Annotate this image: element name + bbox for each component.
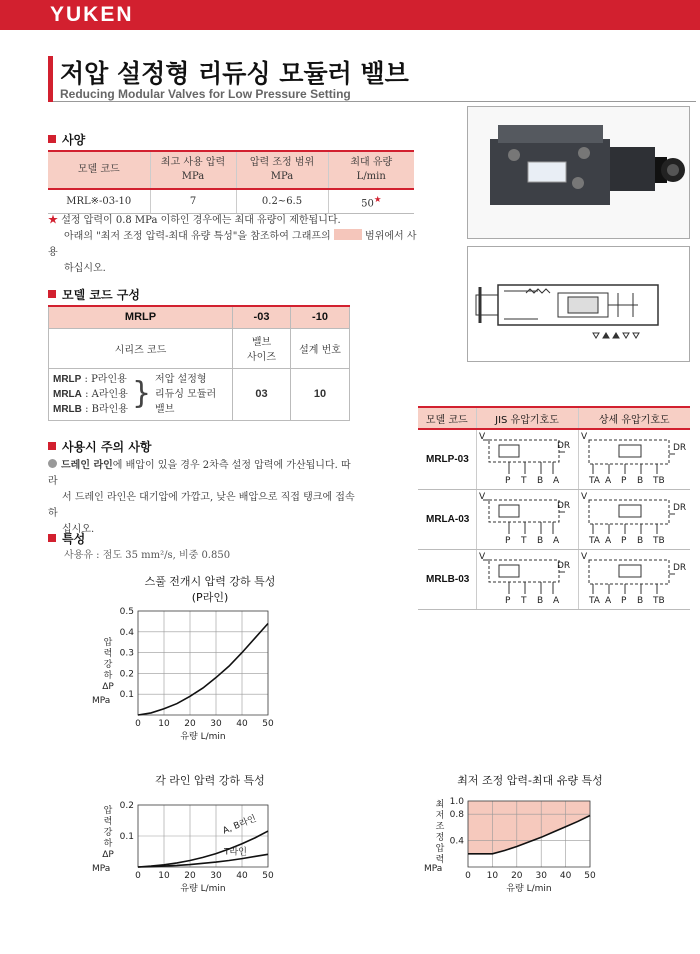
- spec-header-pressure: 최고 사용 압력 MPa: [150, 151, 236, 189]
- oil-spec: 사용유 : 점도 35 mm²/s, 비중 0.850: [64, 550, 231, 561]
- spec-model: MRL※-03-10: [48, 189, 150, 213]
- page-subtitle: Reducing Modular Valves for Low Pressure Setting: [60, 87, 351, 101]
- jis-symbol-mrlp: [477, 430, 577, 486]
- port-label: A: [552, 596, 559, 606]
- section-drawing: [467, 246, 690, 362]
- y-tick-label: 0.5: [119, 607, 134, 617]
- chart1: [88, 605, 288, 745]
- y-tick-label: 0.1: [119, 832, 134, 842]
- detail-symbol-mrla: [579, 490, 689, 546]
- list-item: MRLP : P라인용: [53, 373, 127, 385]
- table-row: MRLA-03 V DR P T B A V DR TA A P B TB: [418, 490, 690, 550]
- port-label: A: [604, 536, 611, 546]
- port-label: A: [552, 536, 559, 546]
- x-axis-label: 유량 L/min: [180, 732, 226, 742]
- model-code-table: MRLP -03 -10 시리즈 코드 밸브 사이즈 설계 번호 MRLP : P라인용 MRLA : A라인용 MRLB : B라인용 } 저압 설정형 리듀싱 모듈러 밸브 03 10: [48, 305, 350, 421]
- caution-text: 드레인 라인에 배압이 있을 경우 2차측 설정 압력에 가산됩니다. 따라 서 드레인 라인은 대기압에 가깝고, 낮은 배압으로 직접 탱크에 접속하 십시오.: [48, 460, 355, 535]
- port-label: TB: [652, 596, 665, 606]
- v-label: V: [580, 432, 587, 442]
- chart2-ylabel: 압력 강하 ΔP: [102, 806, 114, 860]
- mc-header-series: MRLP: [49, 306, 233, 328]
- chart1-ylabel: 압력 강하 ΔP: [102, 638, 114, 692]
- valve-box: [619, 505, 641, 517]
- y-tick-label: 0.8: [449, 810, 464, 821]
- detail-symbol-mrlb: [579, 550, 689, 606]
- dr-label: DR: [672, 503, 686, 513]
- x-tick-label: 40: [236, 871, 248, 881]
- spec-header-range: 압력 조정 범위 MPa: [236, 151, 328, 189]
- detail-symbol-mrlp: [579, 430, 689, 486]
- port-label: B: [536, 536, 543, 546]
- y-tick-label: 0.4: [119, 627, 134, 638]
- product-photo: [467, 106, 690, 239]
- port-label: P: [620, 476, 626, 486]
- spec-table: [48, 150, 414, 214]
- v-label: V: [580, 492, 587, 502]
- port-label: B: [536, 476, 543, 486]
- spec-heading: 사양: [48, 131, 85, 148]
- valve-lines: [483, 500, 565, 534]
- x-tick-label: 0: [135, 871, 141, 881]
- symbol-table: 모델 코드 JIS 유압기호도 상세 유압기호도 MRLP-03 V DR P T B A V DR TA A P B TB MRLA-03 V DR P T B A V DR TA A P B TB MRLB-03 V DR P T B A V DR TA A P B TB: [418, 406, 690, 610]
- title-accent: [48, 56, 53, 102]
- x-tick-label: 30: [210, 719, 222, 729]
- port-label: T: [520, 596, 526, 606]
- x-tick-label: 40: [236, 719, 248, 729]
- port-label: B: [636, 596, 643, 606]
- x-tick-label: 10: [486, 871, 499, 881]
- valve-outline: [589, 560, 669, 584]
- valve-box: [619, 445, 641, 457]
- y-tick-label: 1.0: [449, 797, 464, 807]
- port-label: TA: [588, 476, 600, 486]
- x-axis-label: 유량 L/min: [180, 884, 226, 894]
- model-code-heading: 모델 코드 구성: [48, 286, 140, 303]
- mc-header-design: -10: [291, 306, 350, 328]
- spec-note: ★ 설정 압력이 0.8 MPa 이하인 경우에는 최대 유량이 제한됩니다. 아래의 "최저 조정 압력-최대 유량 특성"을 참조하여 그래프의 범위에서 사용 하십시오.: [48, 215, 417, 274]
- y-tick-label: 0.2: [119, 801, 134, 811]
- table-row: MRLB-03 V DR P T B A V DR TA A P B TB: [418, 550, 690, 610]
- x-axis-label: 유량 L/min: [506, 884, 552, 894]
- spec-flow: 50★: [328, 189, 414, 213]
- series-label: T라인: [224, 847, 247, 858]
- spec-range: 0.2~6.5: [236, 189, 328, 213]
- v-label: V: [478, 432, 485, 442]
- page-title: 저압 설정형 리듀싱 모듈러 밸브: [60, 59, 409, 88]
- x-tick-label: 50: [262, 719, 274, 729]
- port-label: P: [504, 596, 510, 606]
- series-code-list: [53, 372, 128, 417]
- brand-logo: YUKEN: [50, 3, 134, 26]
- x-tick-label: 10: [158, 871, 170, 881]
- chart1-title: 스풀 전개시 압력 강하 특성 (P라인): [144, 575, 276, 604]
- chart2: [88, 795, 288, 895]
- valve-box: [499, 505, 519, 517]
- valve-box: [499, 445, 519, 457]
- dr-label: DR: [556, 441, 570, 451]
- valve-box: [619, 565, 641, 577]
- x-tick-label: 0: [465, 871, 471, 881]
- port-label: T: [520, 536, 526, 546]
- v-label: V: [478, 552, 485, 562]
- spec-max-pressure: 7: [150, 189, 236, 213]
- caution-heading: 사용시 주의 사항: [48, 438, 152, 455]
- dr-label: DR: [672, 563, 686, 573]
- valve-box: [499, 565, 519, 577]
- chart2-yunit: MPa: [92, 864, 111, 874]
- x-tick-label: 20: [511, 871, 523, 881]
- dr-label: DR: [556, 561, 570, 571]
- valve-outline: [589, 500, 669, 524]
- x-tick-label: 50: [262, 871, 274, 881]
- port-label: TB: [652, 476, 665, 486]
- table-row: MRLP-03 V DR P T B A V DR TA A P B TB: [418, 429, 690, 490]
- port-label: TB: [652, 536, 665, 546]
- x-tick-label: 20: [184, 871, 196, 881]
- valve-lines: [483, 440, 565, 474]
- usable-area: [468, 801, 590, 854]
- dr-label: DR: [672, 443, 686, 453]
- port-label: A: [552, 476, 559, 486]
- series-line: [138, 831, 268, 867]
- x-tick-label: 30: [210, 871, 222, 881]
- port-label: T: [520, 476, 526, 486]
- valve-outline: [589, 440, 669, 464]
- chart2-title: 각 라인 압력 강하 특성: [155, 774, 265, 787]
- brace: }: [131, 376, 152, 411]
- jis-symbol-mrlb: [477, 550, 577, 606]
- port-label: P: [504, 476, 510, 486]
- port-label: TA: [588, 536, 600, 546]
- jis-symbol-mrla: [477, 490, 577, 546]
- x-tick-label: 50: [584, 871, 596, 881]
- list-item: MRLB : B라인용: [53, 403, 128, 415]
- plot-frame: [138, 611, 268, 715]
- port-label: TA: [588, 596, 600, 606]
- chart1-yunit: MPa: [92, 696, 111, 706]
- chart3-title: 최저 조정 압력-최대 유량 특성: [457, 774, 603, 787]
- spec-header-model: 모델 코드: [48, 151, 150, 189]
- port-label: B: [636, 476, 643, 486]
- y-tick-label: 0.4: [449, 836, 464, 847]
- spec-header-flow: 최대 유량 L/min: [328, 151, 414, 189]
- table-row: [48, 189, 414, 213]
- y-tick-label: 0.2: [119, 669, 134, 680]
- port-label: P: [620, 596, 626, 606]
- series-label: A, B라인: [221, 813, 258, 837]
- v-label: V: [580, 552, 587, 562]
- x-tick-label: 40: [559, 871, 572, 881]
- y-tick-label: 0.3: [119, 648, 134, 659]
- x-tick-label: 10: [158, 719, 170, 729]
- series-line: [138, 623, 268, 715]
- v-label: V: [478, 492, 485, 502]
- x-tick-label: 30: [535, 871, 547, 881]
- chart3-ylabel: 최저조정압력: [435, 800, 445, 865]
- x-tick-label: 20: [184, 719, 196, 729]
- y-tick-label: 0.1: [119, 690, 134, 701]
- port-label: B: [536, 596, 543, 606]
- x-tick-label: 0: [135, 719, 141, 729]
- valve-lines: [483, 560, 565, 594]
- port-label: A: [604, 476, 611, 486]
- highlight-swatch: [334, 229, 362, 240]
- port-label: B: [636, 536, 643, 546]
- dr-label: DR: [556, 501, 570, 511]
- list-item: MRLA : A라인용: [53, 388, 128, 400]
- features-heading: 특성: [48, 530, 85, 547]
- port-label: A: [604, 596, 611, 606]
- title-rule: [53, 101, 696, 102]
- mc-header-size: -03: [233, 306, 291, 328]
- chart3-yunit: MPa: [424, 864, 443, 874]
- port-label: P: [620, 536, 626, 546]
- port-label: P: [504, 536, 510, 546]
